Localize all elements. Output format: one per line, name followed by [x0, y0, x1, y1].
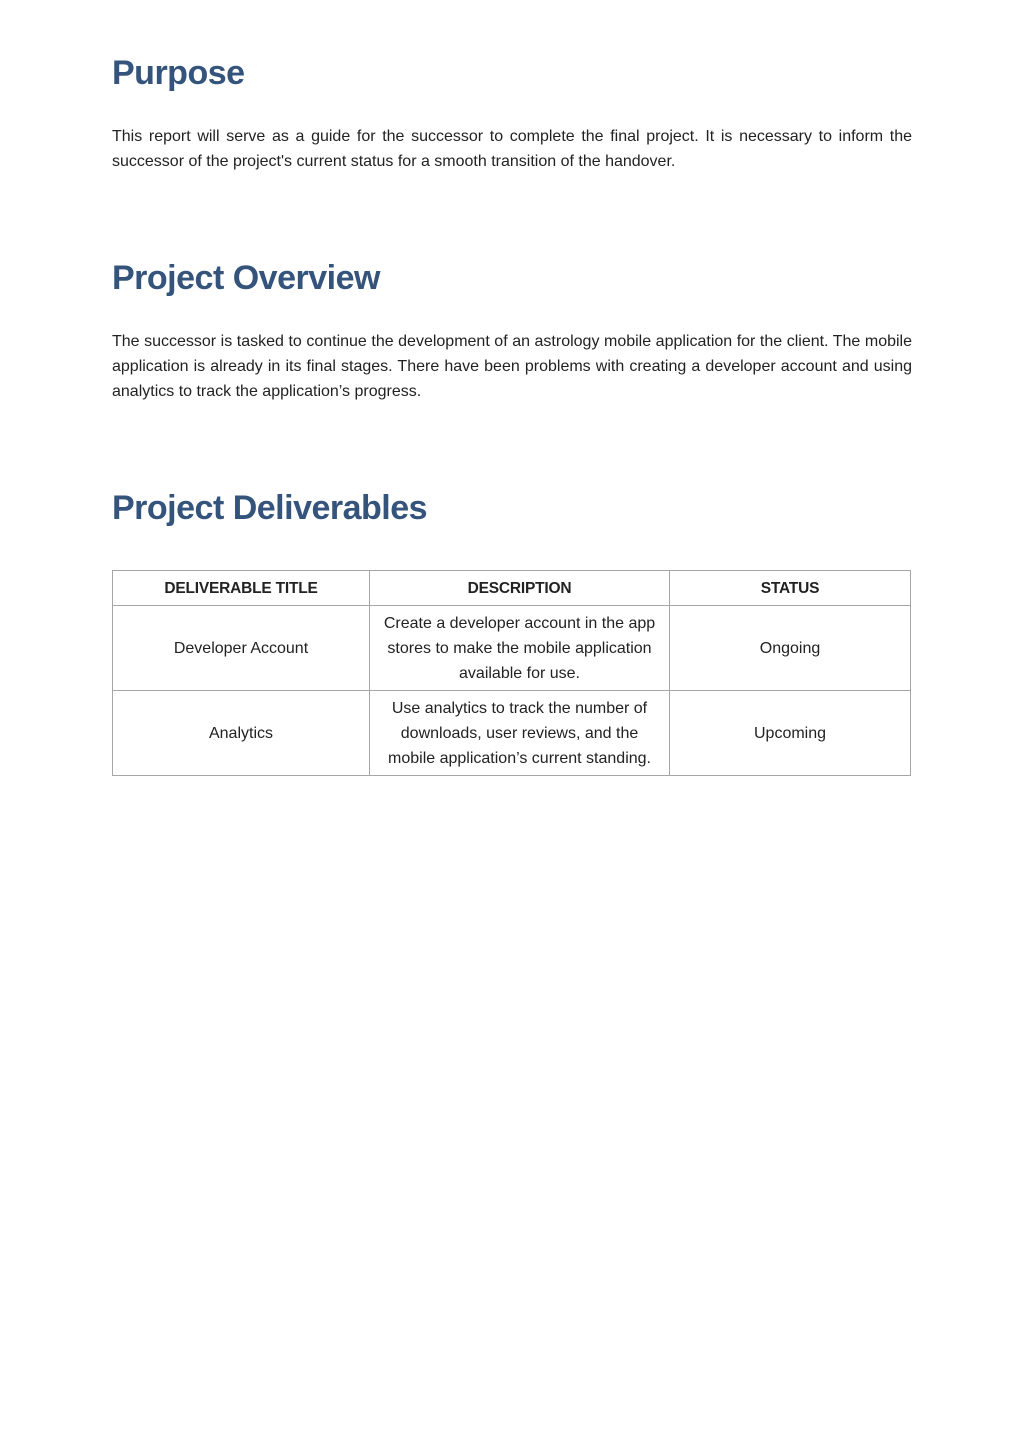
table-row [113, 606, 911, 691]
purpose-paragraph: This report will serve as a guide for the successor to complete the final project. It is necessary to inform the successor of the project's current status for a smooth transition of the handover. [112, 128, 912, 170]
deliverable-title-cell: Developer Account [113, 606, 370, 691]
purpose-heading: Purpose [112, 54, 245, 92]
table-row [113, 691, 911, 776]
deliverables-table [112, 570, 911, 776]
column-header-description: DESCRIPTION [370, 571, 670, 606]
project-overview-heading: Project Overview [112, 259, 380, 297]
column-header-status: STATUS [670, 571, 911, 606]
column-header-deliverable-title: DELIVERABLE TITLE [113, 571, 370, 606]
status-cell: Ongoing [670, 606, 911, 691]
table-header-row [113, 571, 911, 606]
description-cell: Use analytics to track the number of downloads, user reviews, and the mobile application’s current standing. [370, 691, 670, 776]
project-overview-paragraph: The successor is tasked to continue the development of an astrology mobile application for the client. The mobile application is already in its final stages. There have been problems with creating a developer account and using analytics to track the application’s progress. [112, 333, 912, 400]
deliverable-title-cell: Analytics [113, 691, 370, 776]
status-cell: Upcoming [670, 691, 911, 776]
description-cell: Create a developer account in the app stores to make the mobile application available for use. [370, 606, 670, 691]
project-deliverables-heading: Project Deliverables [112, 489, 428, 527]
